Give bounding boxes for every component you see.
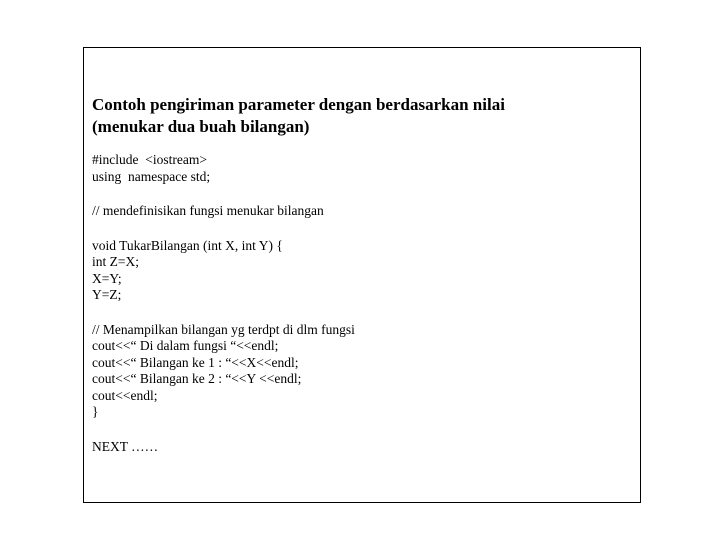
code-line: Y=Z;	[92, 287, 122, 302]
code-line: int Z=X;	[92, 254, 139, 269]
next-label: NEXT ……	[92, 438, 159, 454]
code-line: // mendefinisikan fungsi menukar bilangan	[92, 203, 324, 218]
slide-title	[92, 94, 632, 138]
code-line: void TukarBilangan (int X, int Y) {	[92, 237, 283, 253]
next-block	[92, 439, 632, 456]
comment-block	[92, 203, 632, 220]
code-line: // Menampilkan bilangan yg terdpt di dlm fungsi	[92, 321, 355, 337]
code-line: }	[92, 404, 99, 419]
slide-content	[92, 94, 632, 455]
code-line: #include <iostream>	[92, 152, 207, 167]
title-line: (menukar dua buah bilangan)	[92, 117, 310, 136]
title-line: Contoh pengiriman parameter dengan berdasarkan nilai	[92, 95, 505, 114]
slide-frame	[83, 47, 641, 503]
code-line: X=Y;	[92, 270, 122, 286]
code-line: cout<<“ Bilangan ke 2 : “<<Y <<endl;	[92, 371, 302, 386]
function-block	[92, 238, 632, 304]
code-line: cout<<endl;	[92, 387, 158, 403]
code-line: cout<<“ Bilangan ke 1 : “<<X<<endl;	[92, 354, 299, 370]
code-line: using namespace std;	[92, 168, 211, 184]
code-line: cout<<“ Di dalam fungsi “<<endl;	[92, 338, 279, 353]
include-block	[92, 152, 632, 185]
output-block	[92, 322, 632, 421]
